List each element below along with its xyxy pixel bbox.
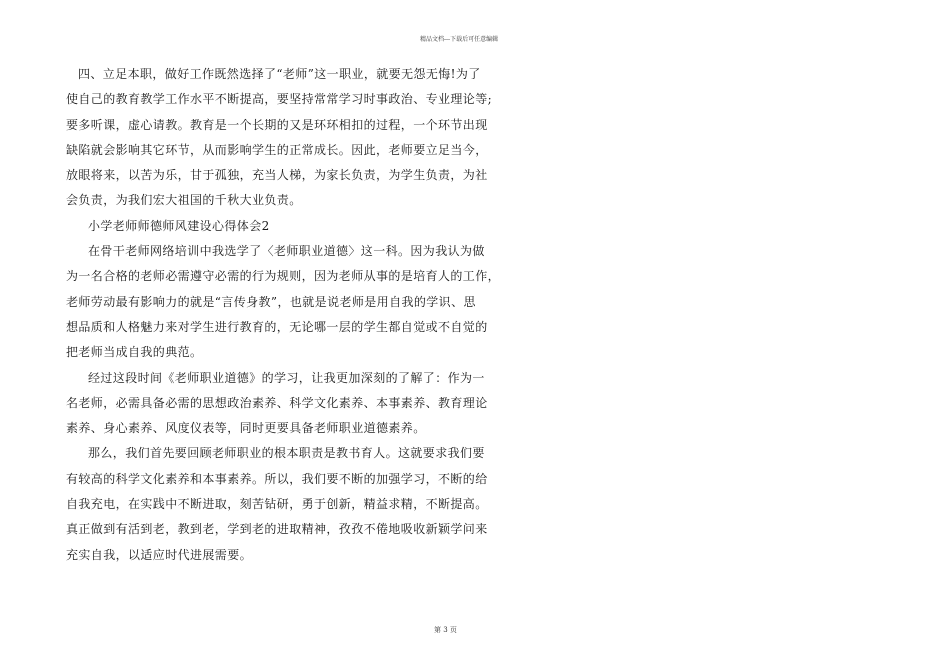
paragraph-line: 那么，我们首先要回顾老师职业的根本职责是教书育人。这就要求我们要 [88,446,485,461]
paragraph-line: 经过这段时间《老师职业道德》的学习，让我更加深刻的了解了：作为一 [88,370,485,385]
paragraph-line: 会负责，为我们宏大祖国的千秋大业负责。 [66,193,302,208]
paragraph-line: 有较高的科学文化素养和本事素养。所以，我们要不断的加强学习，不断的给 [66,471,488,486]
paragraph-line: 把老师当成自我的典范。 [66,345,203,360]
document-body [66,62,501,568]
paragraph-line: 名老师，必需具备必需的思想政治素养、科学文化素养、本事素养、教育理论 [66,395,488,410]
paragraph-line: 缺陷就会影响其它环节，从而影响学生的正常成长。因此，老师要立足当今， [66,142,488,157]
paragraph-line: 想品质和人格魅力来对学生进行教育的，无论哪一层的学生都自觉或不自觉的 [66,319,488,334]
page-number: 第 3 页 [434,626,457,634]
paragraph-line: 素养、身心素养、风度仪表等，同时更要具备老师职业道德素养。 [66,421,426,436]
header-note: 精品文档---下载后可任意编辑 [420,36,499,43]
paragraph-line: 在骨干老师网络培训中我选学了〈老师职业道德〉这一科。因为我认为做 [88,244,485,259]
paragraph-line: 真正做到有活到老，教到老，学到老的进取精神，孜孜不倦地吸收新颖学问来 [66,522,488,537]
paragraph-line: 要多听课，虚心请教。教育是一个长期的又是环环相扣的过程，一个环节出现 [66,117,488,132]
paragraph-line: 自我充电，在实践中不断进取，刻苦钻研，勇于创新，精益求精，不断提高。 [66,497,488,512]
paragraph-line: 使自己的教育教学工作水平不断提高，要坚持常常学习时事政治、专业理论等; [66,92,493,107]
paragraph-line: 为一名合格的老师必需遵守必需的行为规则，因为老师从事的是培育人的工作， [66,269,501,284]
paragraph-line: 充实自我，以适应时代进展需要。 [66,547,253,562]
paragraph-line: 四、立足本职，做好工作既然选择了“老师”这一职业，就要无怨无悔!为了 [78,67,481,81]
paragraph-line: 老师劳动最有影响力的就是“言传身教”，也就是说老师是用自我的学识、思 [66,294,476,309]
section-heading: 小学老师师德师风建设心得体会2 [88,218,270,233]
paragraph-line: 放眼将来，以苦为乐，甘于孤独，充当人梯，为家长负责，为学生负责，为社 [66,168,488,183]
